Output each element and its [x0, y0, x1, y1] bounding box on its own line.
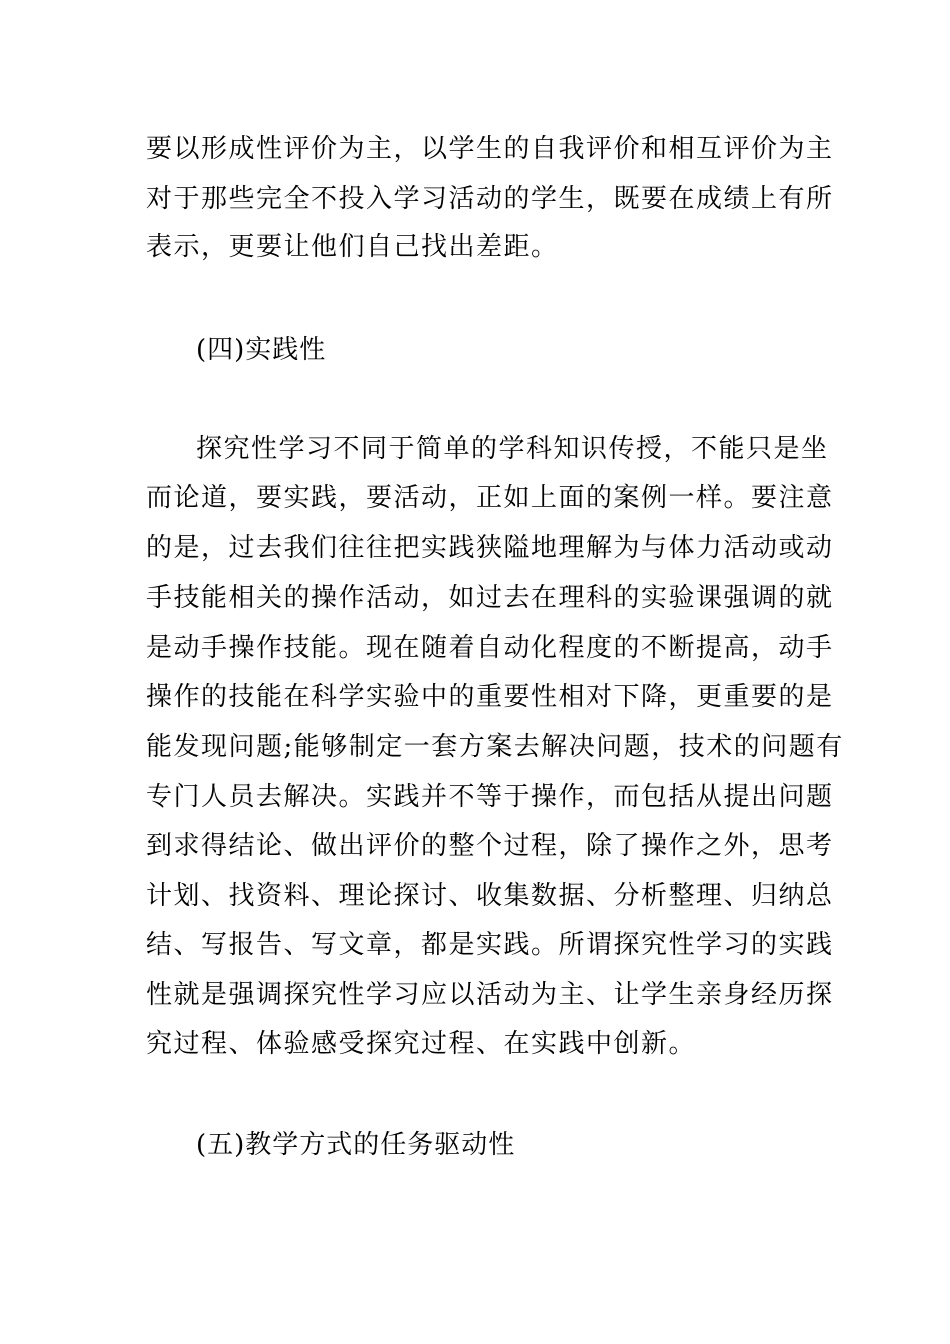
paragraph1-line-2: 对于那些完全不投入学习活动的学生，既要在成绩上有所 — [146, 184, 834, 214]
paragraph2-line-12: 性就是强调探究性学习应以活动为主、让学生亲身经历探 — [146, 980, 834, 1010]
paragraph2-line-8: 专门人员去解决。实践并不等于操作，而包括从提出问题 — [146, 782, 834, 812]
paragraph2-line-2: 而论道，要实践，要活动，正如上面的案例一样。要注意 — [146, 483, 834, 513]
section-heading-4: (四)实践性 — [196, 335, 327, 365]
paragraph2-line-9: 到求得结论、做出评价的整个过程，除了操作之外，思考 — [146, 831, 834, 861]
paragraph2-line-13: 究过程、体验感受探究过程、在实践中创新。 — [146, 1029, 697, 1059]
paragraph2-line-4: 手技能相关的操作活动，如过去在理科的实验课强调的就 — [146, 583, 834, 613]
paragraph1-line-3: 表示，更要让他们自己找出差距。 — [146, 232, 559, 262]
paragraph2-line-3: 的是，过去我们往往把实践狭隘地理解为与体力活动或动 — [146, 533, 834, 563]
paragraph2-line-6: 操作的技能在科学实验中的重要性相对下降，更重要的是 — [146, 682, 834, 712]
paragraph2-line-5: 是动手操作技能。现在随着自动化程度的不断提高，动手 — [146, 633, 834, 663]
paragraph2-line-10: 计划、找资料、理论探讨、收集数据、分析整理、归纳总 — [146, 881, 834, 911]
paragraph2-line-11: 结、写报告、写文章，都是实践。所谓探究性学习的实践 — [146, 930, 834, 960]
section-heading-5: (五)教学方式的任务驱动性 — [196, 1130, 516, 1160]
paragraph2-line-1: 探究性学习不同于简单的学科知识传授，不能只是坐 — [196, 434, 829, 464]
paragraph2-line-7: 能发现问题;能够制定一套方案去解决问题，技术的问题有 — [146, 732, 844, 762]
paragraph1-line-1: 要以形成性评价为主，以学生的自我评价和相互评价为主 — [146, 134, 834, 164]
